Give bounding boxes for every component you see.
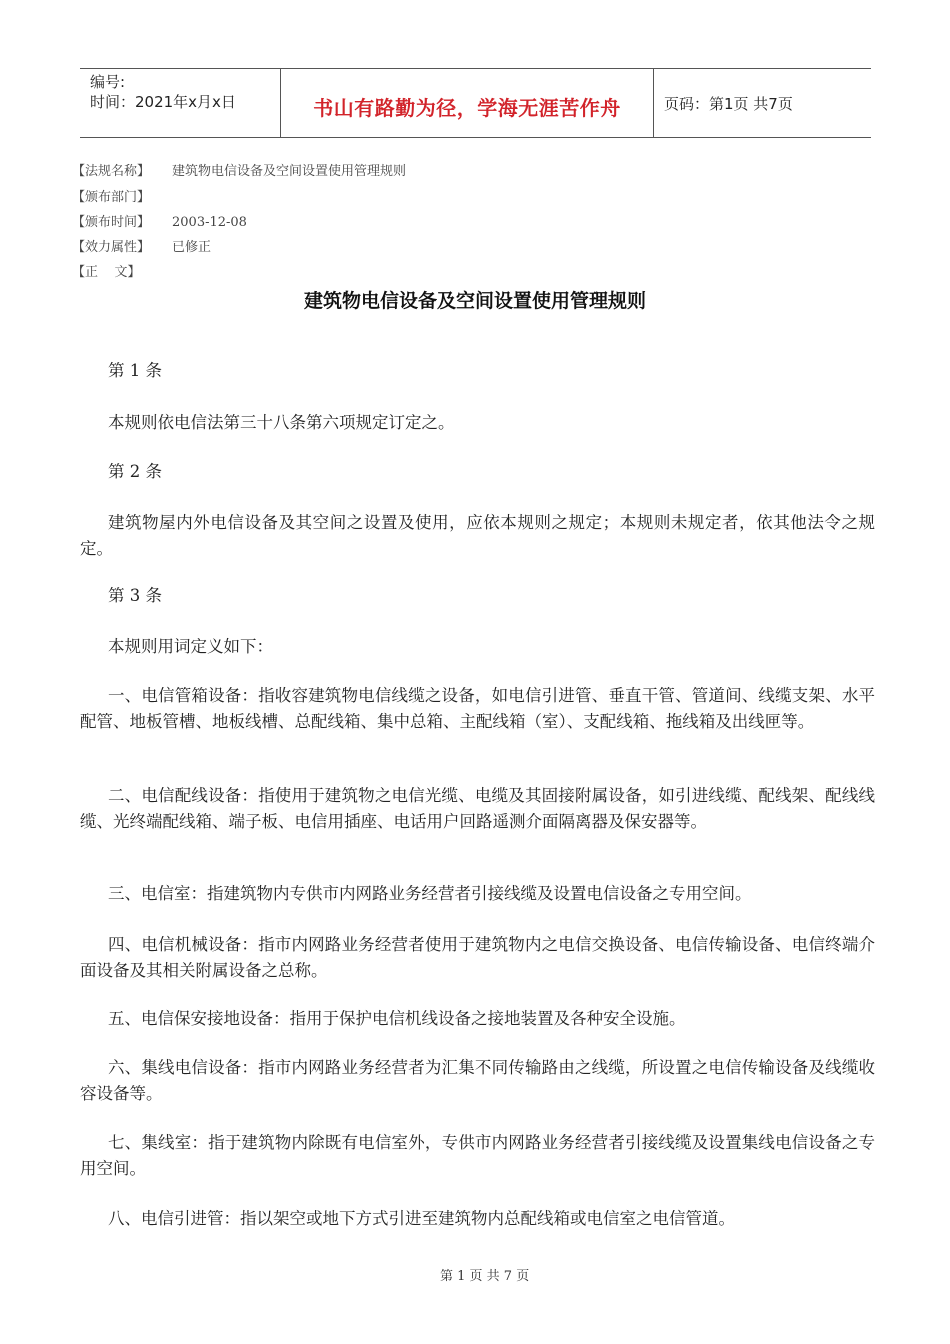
article-heading: 第 3 条 [108,586,162,605]
document-time-label: 时间：2021年x月x日 [90,93,236,111]
page-footer: 第 1 页 共 7 页 [440,1269,530,1284]
header-motto-cell [280,69,654,137]
definition-item: 六、集线电信设备：指市内网路业务经营者为汇集不同传输路由之线缆，所设置之电信传输设备及线缆收容设备等。 [80,1058,875,1103]
document-header [80,68,871,138]
document-title: 建筑物电信设备及空间设置使用管理规则 [303,290,646,312]
header-page-label: 页码：第1页 共7页 [664,95,793,113]
definition-item: 一、电信管箱设备：指收容建筑物电信线缆之设备，如电信引进管、垂直干管、管道间、线缆支架、水平配管、地板管槽、地板线槽、总配线箱、集中总箱、主配线箱（室）、支配线箱、拖线箱及出线匣等。 [80,686,875,731]
paragraph: 本规则依电信法第三十八条第六项规定订定之。 [108,413,455,432]
article-heading: 第 2 条 [108,462,162,481]
definition-item: 二、电信配线设备：指使用于建筑物之电信光缆、电缆及其固接附属设备，如引进线缆、配线架、配线线缆、光终端配线箱、端子板、电信用插座、电话用户回路遥测介面隔离器及保安器等。 [80,786,875,831]
definition-item: 五、电信保安接地设备：指用于保护电信机线设备之接地装置及各种安全设施。 [108,1009,686,1028]
meta-row-status [72,236,211,255]
meta-row-text [72,261,172,280]
document-number-label: 编号: [90,73,126,91]
meta-key: 【颁布时间】 [72,215,151,230]
meta-key: 【正 文】 [72,265,141,280]
meta-key: 【法规名称】 [72,164,151,179]
header-info-cell [80,69,280,137]
definition-item: 三、电信室：指建筑物内专供市内网路业务经营者引接线缆及设置电信设备之专用空间。 [108,884,752,903]
header-page-cell [653,69,871,137]
meta-value: 2003-12-08 [172,215,247,230]
meta-row-name [72,160,406,179]
paragraph: 本规则用词定义如下： [108,637,273,656]
meta-row-department [72,186,172,205]
definition-item: 七、集线室：指于建筑物内除既有电信室外，专供市内网路业务经营者引接线缆及设置集线电信设备之专用空间。 [80,1133,875,1178]
paragraph: 建筑物屋内外电信设备及其空间之设置及使用，应依本规则之规定；本规则未规定者，依其他法令之规定。 [80,513,875,558]
article-heading: 第 1 条 [108,361,162,380]
meta-value: 建筑物电信设备及空间设置使用管理规则 [172,164,407,179]
header-motto: 书山有路勤为径，学海无涯苦作舟 [313,96,621,120]
definition-item: 四、电信机械设备：指市内网路业务经营者使用于建筑物内之电信交换设备、电信传输设备、电信终端介面设备及其相关附属设备之总称。 [80,935,875,980]
meta-key: 【颁布部门】 [72,190,151,205]
meta-key: 【效力属性】 [72,240,151,255]
meta-value: 已修正 [172,240,212,255]
definition-item: 八、电信引进管：指以架空或地下方式引进至建筑物内总配线箱或电信室之电信管道。 [108,1209,735,1228]
meta-row-date [72,211,247,230]
